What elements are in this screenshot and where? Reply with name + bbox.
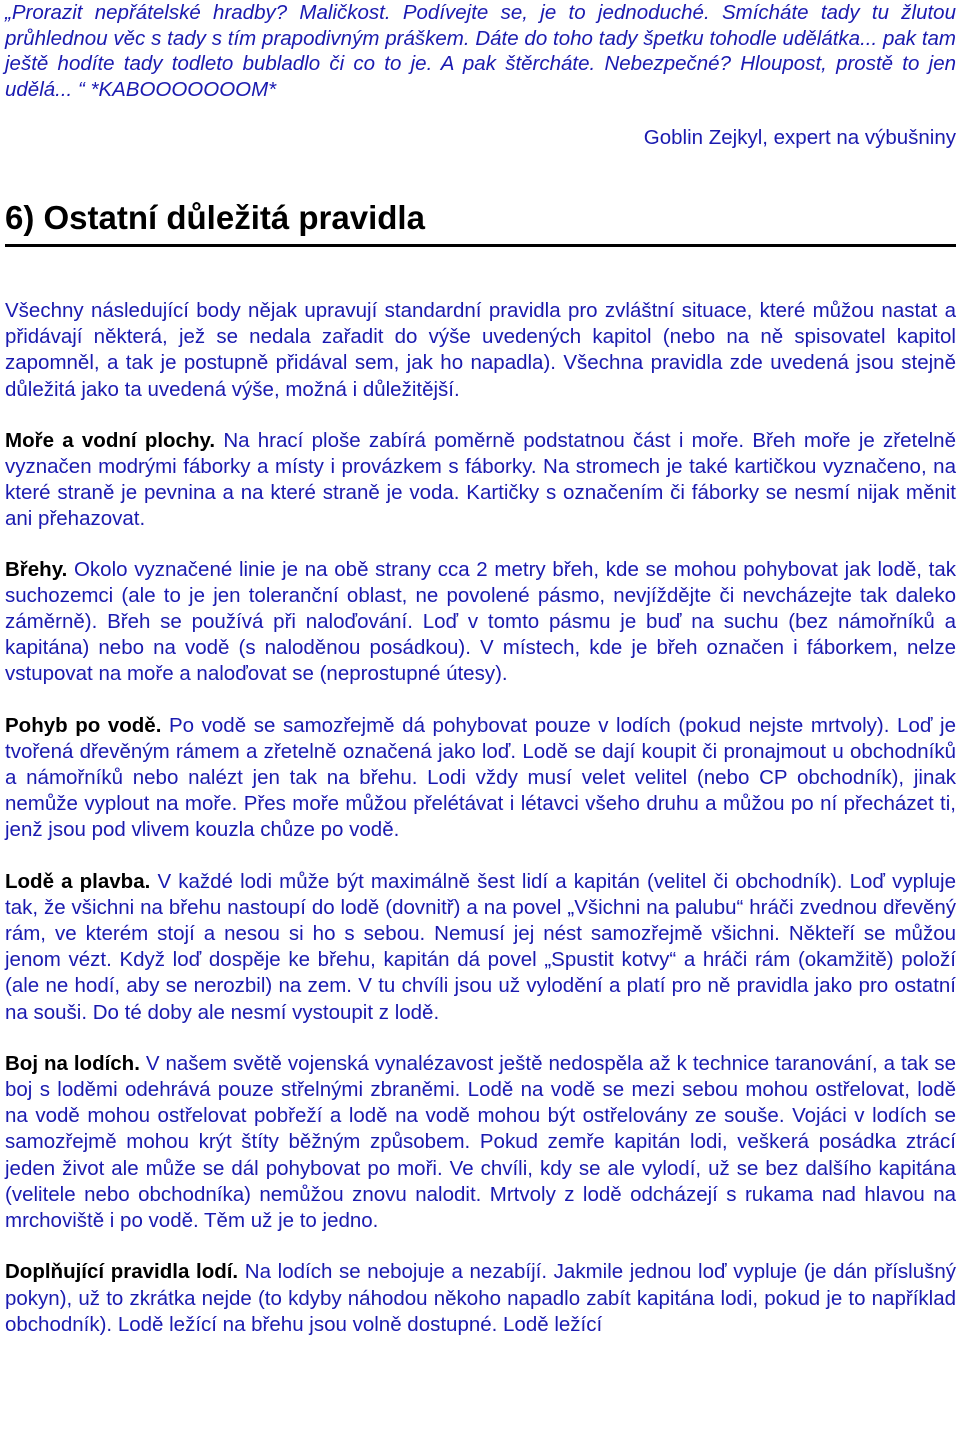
rule-paragraph-sea bbox=[5, 428, 956, 533]
section-heading: 6) Ostatní důležitá pravidla bbox=[5, 198, 956, 247]
rule-paragraph-ship-combat bbox=[5, 1051, 956, 1234]
rule-text: Po vodě se samozřejmě dá pohybovat pouze v lodích (pokud nejste mrtvoly). Loď je tvořená dřevěným rámem a zřetelně označená jako loď. Lodě se dají koupit či pronajmout u obchodníků a námořníků nebo nalézt jen tak na břehu. Lodi vždy musí velet velitel (nebo CP obchodník), jinak nemůže vyplout na moře. Přes moře můžou přelétávat i létavci všeho druhu a můžou po ní přecházet ti, jenž jsou pod vlivem kouzla chůze po vodě. bbox=[5, 713, 956, 842]
rule-paragraph-water-movement bbox=[5, 713, 956, 844]
rule-title: Moře a vodní plochy. bbox=[5, 428, 216, 452]
rule-text: Na lodích se nebojuje a nezabíjí. Jakmile jednou loď vypluje (je dán příslušný pokyn), už to zkrátka nejde (to kdyby náhodou někoho napadlo zabít kapitána lodi, pokud je to například obchodník). Lodě ležící na břehu jsou volně dostupné. Lodě ležící bbox=[5, 1260, 957, 1336]
rule-text: Na hrací ploše zabírá poměrně podstatnou část i moře. Břeh moře je zřetelně vyznačen modrými fáborky a místy i provázkem s fáborky. Na stromech je také kartičkou vyznačeno, na které straně je pevnina a na které straně je voda. Kartičky s označením či fáborky se nesmí nijak měnit ani přehazovat. bbox=[5, 428, 956, 531]
rule-title: Pohyb po vodě. bbox=[5, 713, 162, 737]
section-intro: Všechny následující body nějak upravují standardní pravidla pro zvláštní situace, které můžou nastat a přidávají některá, jež se nedala zařadit do výše uvedených kapitol (nebo na ně spisovatel kapitol zapomněl, a tak je postupně přidával sem, jak ho napadla). Všechna pravidla zde uvedená jsou stejně důležitá jako ta uvedená výše, možná i důležitější. bbox=[5, 299, 956, 401]
rule-text: V našem světě vojenská vynalézavost ještě nedospěla až k technice taranování, a tak se boj s loděmi odehrává pouze střelnými zbraněmi. Lodě na vodě se mezi sebou mohou ostřelovat, lodě na vodě mohou ostřelovat pobřeží a lodě na vodě mohou být ostřelovány ze souše. Vojáci v lodích se samozřejmě mohou krýt štíty běžným způsobem. Pokud zemře kapitán lodi, veškerá posádka ztrácí jeden život ale může se dál pohybovat po moři. Ve chvíli, kdy se ale vylodí, už se bez dalšího kapitána (velitele nebo obchodníka) nemůžou znovu nalodit. Mrtvoly z lodě odcházejí s rukama nad hlavou na mrchoviště i po vodě. Těm už je to jedno. bbox=[5, 1051, 956, 1233]
epigraph-quote: „Prorazit nepřátelské hradby? Maličkost. Podívejte se, je to jednoduché. Smícháte tady tu žlutou průhlednou věc s tady s tím prapodivným práškem. Dáte do toho tady špetku tohodle udělátka... pak tam ještě hodíte tady todleto bubladlo či co to je. A pak štěrcháte. Nebezpečné? Hloupost, prostě to jen udělá... “ *KABOOOOOOOM* bbox=[5, 1, 956, 101]
rule-paragraph-ships bbox=[5, 869, 956, 1026]
epigraph-attribution: Goblin Zejkyl, expert na výbušniny bbox=[643, 126, 956, 149]
rule-paragraph-ship-extra bbox=[5, 1259, 956, 1338]
rule-title: Lodě a plavba. bbox=[5, 869, 151, 893]
rule-text: V každé lodi může být maximálně šest lidí a kapitán (velitel či obchodník). Loď vypluje tak, že všichni na břehu nastoupí do lodě (dovnitř) a na povel „Všichni na palubu“ hráči zvednou dřevěný rám, ve kterém stojí a nesou si ho s sebou. Nemusí jej nést samozřejmě všichni. Někteří se můžou jenom vézt. Když loď dospěje ke břehu, kapitán dá povel „Spustit kotvy“ a hráči rám (okamžitě) položí (ale ne hodí, aby se nerozbil) na zem. V tu chvíli jsou už vylodění a platí pro ně pravidla jako pro ostatní na souši. Do té doby ale nesmí vystoupit z lodě. bbox=[5, 869, 956, 1024]
document-page bbox=[5, 0, 956, 1338]
rule-title: Doplňující pravidla lodí. bbox=[5, 1260, 239, 1284]
rule-title: Boj na lodích. bbox=[5, 1051, 140, 1075]
rule-text: Okolo vyznačené linie je na obě strany cca 2 metry břeh, kde se mohou pohybovat jak lodě, tak suchozemci (ale to je jen toleranční oblast, ne povolené pásmo, nevjíždějte či nevcházejte tak daleko záměrně). Břeh se používá při naloďování. Loď v tomto pásmu je buď na suchu (bez námořníků a kapitána) nebo na vodě (s naloděnou posádkou). V místech, kde je břeh označen i fáborkem, nelze vstupovat na moře a naloďovat se (neprostupné útesy). bbox=[5, 557, 956, 686]
rule-paragraph-shores bbox=[5, 557, 956, 688]
rule-title: Břehy. bbox=[5, 557, 68, 581]
